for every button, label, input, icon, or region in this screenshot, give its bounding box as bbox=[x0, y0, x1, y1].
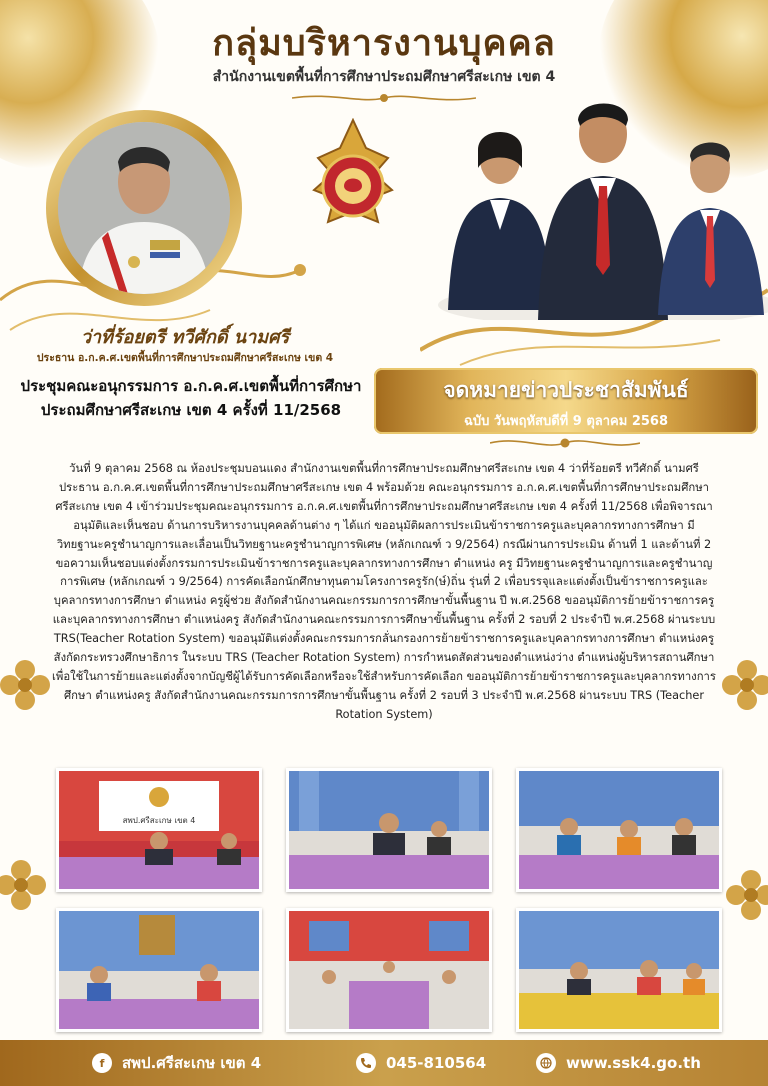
flower-ornament-right bbox=[712, 650, 768, 720]
footer-phone[interactable] bbox=[356, 1052, 486, 1074]
meeting-photo-5 bbox=[286, 908, 492, 1032]
newsletter-banner bbox=[374, 368, 758, 434]
footer-website[interactable] bbox=[536, 1052, 701, 1074]
facebook-icon: f bbox=[92, 1053, 112, 1073]
news-body-paragraph: วันที่ 9 ตุลาคม 2568 ณ ห้องประชุมบอนแดง สำนักงานเขตพื้นที่การศึกษาประถมศึกษาศรีสะเกษ เขต 4 ว่าที่ร้อยตรี ทวีศักดิ์ นามศรี ประธาน อ.ก.ค.ศ.เขตพื้นที่การศึกษาประถมศึกษาศรีสะเกษ เขต 4 พร้อมด้วย คณะอนุกรรมการ อ.ก.ค.ศ.เขตพื้นที่การศึกษาประถมศึกษาศรีสะเกษ เขต 4 เข้าร่วมประชุมคณะอนุกรรมการ อ.ก.ค.ศ.เขตพื้นที่การศึกษาประถมศึกษาศรีสะเกษ เขต 4 ครั้งที่ 11/2568 เพื่อพิจารณาอนุมัติและเห็นชอบ ด้านการบริหารงานบุคคลด้านต่าง ๆ ได้แก่ ขออนุมัติผลการประเมินข้าราชการครูและบุคลากรทางการศึกษา มีวิทยฐานะครูชำนาญการและเลื่อนเป็นวิทยฐานะครูชำนาญการพิเศษ (หลักเกณฑ์ ว 9/2564) กรณีผ่านการประเมิน ด้านที่ 1 และด้านที่ 2 ขอความเห็นชอบแต่งตั้งกรรมการประเมินข้าราชการครูและบุคลากรทางการศึกษา ตำแหน่ง ครู มีวิทยฐานะครูชำนาญการและครูชำนาญการพิเศษ (หลักเกณฑ์ ว 9/2564) การคัดเลือกนักศึกษาทุนตามโครงการครูรัก(ษ์)ถิ่น รุ่นที่ 2 เพื่อบรรจุและแต่งตั้งเป็นข้าราชการครูและบุคลากรทางการศึกษา ตำแหน่ง ครูผู้ช่วย สังกัดสำนักงานคณะกรรมการการศึกษาขั้นพื้นฐาน ปี พ.ศ.2568 ขออนุมัติการย้ายข้าราชการครูและบุคลากรทางการศึกษา ตำแหน่งครู สังกัดสำนักงานคณะกรรมการการศึกษาขั้นพื้นฐาน ครั้งที่ 2 รอบที่ 2 ประจำปี พ.ศ.2568 ผ่านระบบ TRS(Teacher Rotation System) ขออนุมัติแต่งตั้งคณะกรรมการกลั่นกรองการย้ายข้าราชการครูและบุคลากรทางการศึกษา ตำแหน่งครู สังกัดกระทรวงศึกษาธิการ ในระบบ TRS (Teacher Rotation System) การกำหนดสัดส่วนของตำแหน่งว่าง ตำแหน่งผู้บริหารสถานศึกษาเพื่อใช้ในการย้ายและแต่งตั้งจากบัญชีผู้ได้รับการคัดเลือกหรือจะใช้สำหรับการคัดเลือก ขออนุมัติการย้ายข้าราชการครูและบุคลากรทางการศึกษา ตำแหน่งครู สังกัดสำนักงานคณะกรรมการการศึกษาขั้นพื้นฐาน ครั้งที่ 2 รอบที่ 3 ประจำปี พ.ศ.2568 ผ่านระบบ TRS (Teacher Rotation System) bbox=[52, 462, 716, 721]
meeting-photo-3 bbox=[516, 768, 722, 892]
banner-issue-date: ฉบับ วันพฤหัสบดีที่ 9 ตุลาคม 2568 bbox=[463, 414, 669, 429]
obec-emblem-logo bbox=[300, 118, 406, 234]
footer-bar bbox=[0, 1040, 768, 1086]
meeting-photo-6 bbox=[516, 908, 722, 1032]
flower-ornament-left-2 bbox=[0, 850, 56, 920]
meeting-photo-gallery bbox=[56, 768, 716, 1030]
meeting-photo-2 bbox=[286, 768, 492, 892]
footer-phone-number: 045-810564 bbox=[386, 1054, 487, 1072]
footer-facebook-label: สพป.ศรีสะเกษ เขต 4 bbox=[122, 1054, 262, 1072]
meeting-photo-4 bbox=[56, 908, 262, 1032]
meeting-title-line-2: ประถมศึกษาศรีสะเกษ เขต 4 ครั้งที่ 11/2568 bbox=[40, 401, 342, 419]
banner-title: จดหมายข่าวประชาสัมพันธ์ bbox=[443, 378, 689, 402]
photo-1-caption: สพป.ศรีสะเกษ เขต 4 bbox=[122, 816, 196, 825]
globe-icon bbox=[536, 1053, 556, 1073]
meeting-photo-1 bbox=[56, 768, 262, 892]
meeting-title-line-1: ประชุมคณะอนุกรรมการ อ.ก.ค.ศ.เขตพื้นที่การศึกษา bbox=[20, 377, 362, 395]
meeting-title bbox=[16, 374, 366, 422]
chairman-name: ว่าที่ร้อยตรี ทวีศักดิ์ นามศรี bbox=[80, 327, 290, 348]
chairman-portrait bbox=[58, 122, 230, 294]
page-subtitle: สำนักงานเขตพื้นที่การศึกษาประถมศึกษาศรีสะเกษ เขต 4 bbox=[212, 69, 556, 85]
page-title: กลุ่มบริหารงานบุคคล bbox=[212, 23, 556, 64]
footer-facebook[interactable] bbox=[92, 1052, 261, 1074]
flower-ornament-right-2 bbox=[716, 860, 768, 930]
phone-icon bbox=[356, 1053, 376, 1073]
flower-ornament-left bbox=[0, 650, 60, 720]
footer-website-url: www.ssk4.go.th bbox=[566, 1054, 701, 1072]
chairman-role: ประธาน อ.ก.ค.ศ.เขตพื้นที่การศึกษาประถมศึกษาศรีสะเกษ เขต 4 bbox=[36, 352, 334, 364]
staff-group-photo bbox=[438, 90, 768, 320]
ornament-divider-small bbox=[490, 436, 640, 450]
